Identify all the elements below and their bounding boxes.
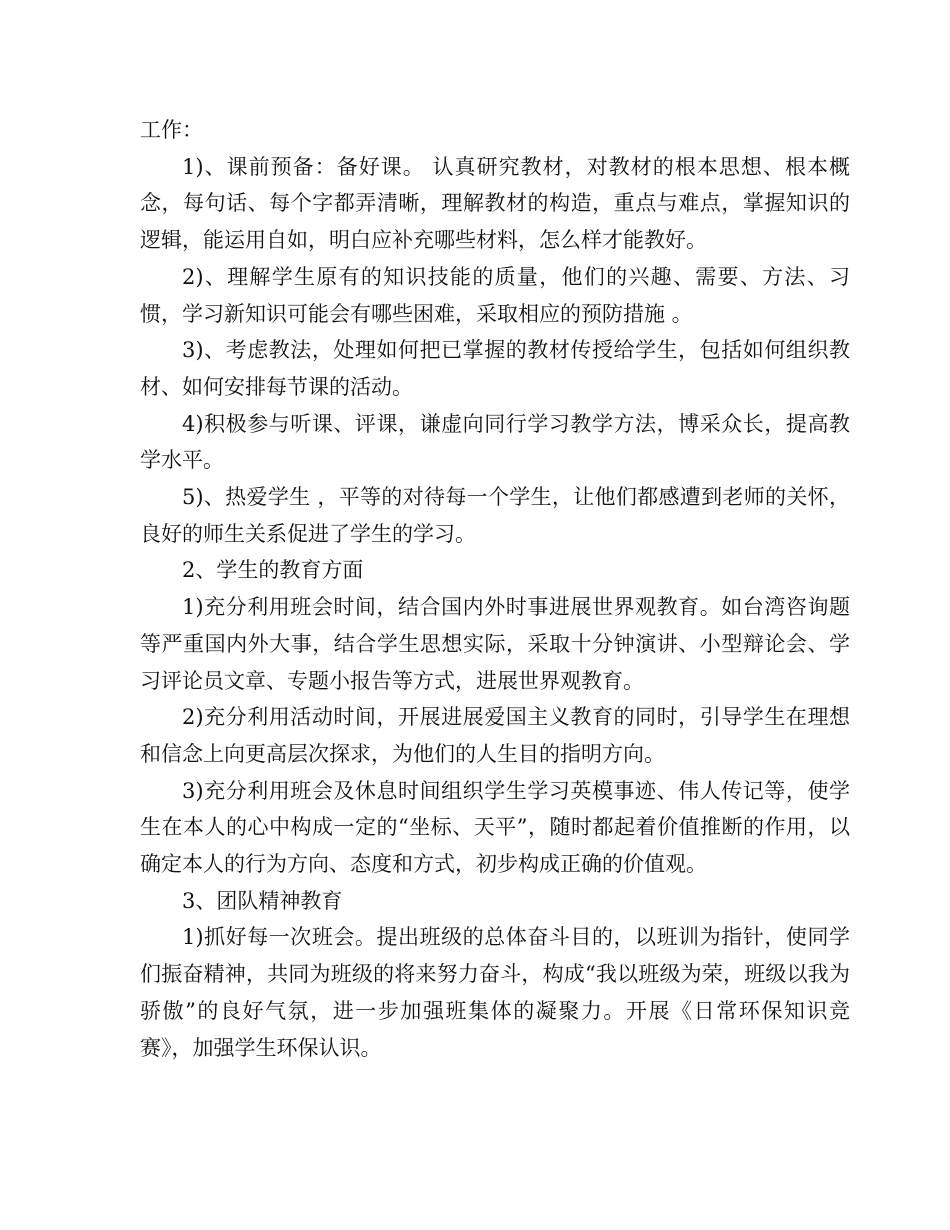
- paragraph-teaching-method: 3)、考虑教法，处理如何把已掌握的教材传授给学生，包括如何组织教材、如何安排每节课的活动。: [140, 338, 850, 399]
- paragraph-lesson-observation: 4)积极参与听课、评课，谦虚向同行学习教学方法，博采众长，提高教学水平。: [140, 411, 850, 473]
- paragraph-student-knowledge: 2)、理解学生原有的知识技能的质量，他们的兴趣、需要、方法、习惯，学习新知识可能会有哪些困难，采取相应的预防措施 。: [140, 264, 850, 326]
- paragraph-lesson-prep: 1)、课前预备：备好课。 认真研究教材，对教材的根本思想、根本概念，每句话、每个字都弄清晰，理解教材的构造，重点与难点，掌握知识的逻辑，能运用自如，明白应补充哪些材料，怎么样才能教好。: [140, 154, 850, 253]
- paragraph-class-meetings: 1)抓好每一次班会。提出班级的总体奋斗目的，以班训为指针，使同学们振奋精神，共同为班级的将来努力奋斗，构成“我以班级为荣，班级以我为骄傲”的良好气氛，进一步加强班集体的凝聚力。开展《日常环保知识竞赛》，加强学生环保认识。: [140, 925, 850, 1060]
- paragraph-love-students: 5)、热爱学生 ，平等的对待每一个学生，让他们都感遭到老师的关怀，良好的师生关系促进了学生的学习。: [140, 485, 850, 546]
- section-heading-student-education: 2、学生的教育方面: [182, 558, 364, 583]
- paragraph-heading-work: 工作：: [140, 118, 203, 142]
- paragraph-values: 3)充分利用班会及休息时间组织学生学习英模事迹、伟人传记等，使学生在本人的心中构成一定的“坐标、天平”，随时都起着价值推断的作用，以确定本人的行为方向、态度和方式，初步构成正确的价值观。: [140, 778, 850, 877]
- paragraph-class-meeting-worldview: 1)充分利用班会时间，结合国内外时事进展世界观教育。如台湾咨询题等严重国内外大事，结合学生思想实际，采取十分钟演讲、小型辩论会、学习评论员文章、专题小报告等方式，进展世界观教育。: [140, 595, 850, 693]
- section-heading-team-spirit: 3、团队精神教育: [182, 888, 343, 913]
- paragraph-patriotism: 2)充分利用活动时间，开展进展爱国主义教育的同时，引导学生在理想和信念上向更高层次探求，为他们的人生目的指明方向。: [140, 705, 850, 766]
